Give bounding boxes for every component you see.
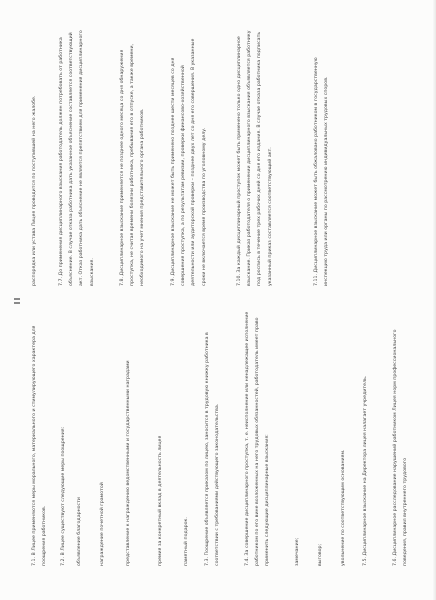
list-item: выговор;	[318, 543, 323, 566]
paragraph-7-8: 7.8. Дисциплинарное взыскание применяется не позднее одного месяца со дня обнаружения проступка, не считая времени болезни работника, пребывания его в отпуске, а также времени, необходимого на учет мнения представительного органа работников.	[120, 43, 146, 286]
paragraph-7-5: 7.5. Дисциплинарное взыскание на Директора лицея налагает учредитель.	[363, 375, 368, 566]
paragraph-7-11: 7.11. Дисциплинарное взыскание может быть обжаловано работником в государственную инспекцию труда или органы по рассмотрению индивидуальных трудовых споров.	[314, 57, 330, 286]
list-item: замечание;	[295, 537, 300, 566]
paragraph-7-3: 7.3. Поощрение объявляется приказом по лицею, заносится в трудовую книжку работника в соответствии с требованиями действующего законодательства.	[205, 332, 221, 566]
paragraph-7-1: 7.1. В Лицее применяются меры морального, материального и стимулирующего характера для поощрения работников.	[32, 325, 48, 566]
list-item: представление к награждению ведомственными и государственными наградами	[126, 360, 131, 566]
paragraph-7-6: 7.6. Дисциплинарное расследование нарушений работником Лицея норм профессионального поведения, правил внутреннего трудового	[393, 329, 409, 566]
paragraph-7-4: 7.4. За совершение дисциплинарного проступка, т. е. неисполнение или ненадлежащее исполнение работником по его вине возложенных на него трудовых обязанностей, работодатель имеет право применить следующие дисциплинарные взыскания:	[245, 311, 271, 566]
list-item: памятный подарок.	[184, 517, 189, 566]
list-item: премия за конкретный вклад в деятельность лицея	[158, 435, 163, 566]
paragraph-7-2: 7.2. В Лицее существуют следующие меры поощрения:	[61, 426, 66, 566]
paragraph-7-7: 7.7. До применения дисциплинарного взыскания работодатель должен потребовать от работника объяснение. В случае отказа работника дать указанное объяснение составляется соответствующий акт. Отказ работника дать объяснение не является препятствием для применения дисциплинарного взыскания.	[59, 30, 95, 286]
paragraph-7-10: 7.10. За каждый дисциплинарный проступок может быть применено только одно дисциплинарное взыскание. Приказ работодателя о применении дисциплинарного взыскания объявляется работнику под роспись в течение трех рабочих дней со дня его издания. В случае отказа работника подписать указанный приказ составляется соответствующий акт.	[237, 30, 273, 286]
paragraph-7-6-cont: распорядка или устава Лицея проводится по поступившей на него жалобе.	[32, 95, 37, 286]
list-item: награждение почетной грамотой	[100, 482, 105, 566]
list-item: объявление благодарности	[77, 497, 82, 566]
paragraph-7-9: 7.9. Дисциплинарное взыскание не может быть применено позднее шести месяцев со дня совершения проступка, а по результатам ревизии, проверки финансово-хозяйственной деятельности или аудиторской проверки – позднее двух лет со дня его совершения. В указанные сроки не включается время производства по уголовному делу.	[171, 38, 207, 286]
list-item: увольнение по соответствующим основаниям.	[341, 449, 346, 566]
